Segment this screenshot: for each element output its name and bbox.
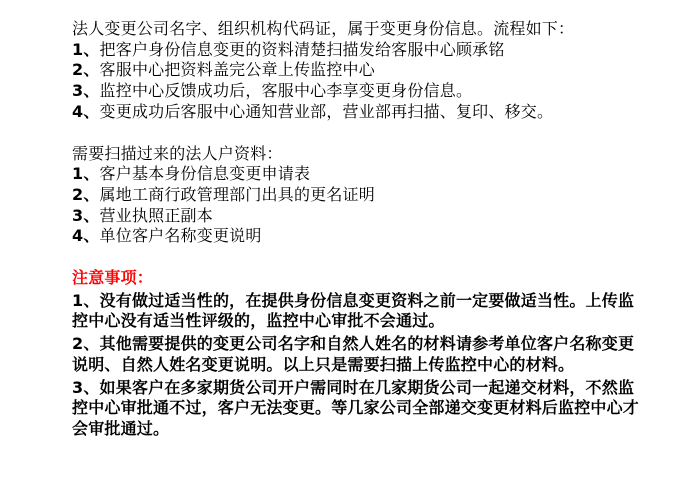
note-item bbox=[72, 378, 650, 440]
list-number: 1、 bbox=[72, 164, 100, 184]
list-number: 4、 bbox=[72, 101, 100, 121]
list-number: 2、 bbox=[72, 184, 100, 204]
materials-item-text: 单位客户名称变更说明 bbox=[99, 226, 262, 246]
process-item-text: 客服中心把资料盖完公章上传监控中心 bbox=[99, 60, 375, 80]
process-item bbox=[72, 60, 650, 81]
materials-item bbox=[72, 185, 650, 206]
materials-item-text: 属地工商行政管理部门出具的更名证明 bbox=[99, 184, 375, 204]
process-item bbox=[72, 102, 650, 123]
list-number: 2、 bbox=[72, 334, 100, 354]
materials-heading: 需要扫描过来的法人户资料： bbox=[72, 143, 283, 163]
list-number: 3、 bbox=[72, 81, 100, 101]
process-heading: 法人变更公司名字、组织机构代码证，属于变更身份信息。流程如下： bbox=[72, 19, 575, 38]
materials-section bbox=[72, 144, 650, 248]
notes-heading: 注意事项： bbox=[72, 268, 154, 288]
list-number: 1、 bbox=[72, 39, 100, 59]
process-item bbox=[72, 81, 650, 102]
process-item bbox=[72, 40, 650, 61]
process-item-text: 把客户身份信息变更的资料清楚扫描发给客服中心顾承铭 bbox=[99, 39, 505, 59]
list-number: 3、 bbox=[72, 205, 100, 225]
materials-item bbox=[72, 206, 650, 227]
note-item-text: 没有做过适当性的，在提供身份信息变更资料之前一定要做适当性。上传监控中心没有适当性评级的，监控中心审批不会通过。 bbox=[72, 290, 635, 331]
materials-item-text: 营业执照正副本 bbox=[99, 205, 213, 225]
note-item-text: 如果客户在多家期货公司开户需同时在几家期货公司一起递交材料，不然监控中心审批通不过，客户无法变更。等几家公司全部递交变更材料后监控中心才会审批通过。 bbox=[72, 377, 640, 438]
materials-item-text: 客户基本身份信息变更申请表 bbox=[99, 164, 311, 184]
note-item-text: 其他需要提供的变更公司名字和自然人姓名的材料请参考单位客户名称变更说明、自然人姓名变更说明。以上只是需要扫描上传监控中心的材料。 bbox=[72, 334, 635, 374]
list-number: 3、 bbox=[72, 377, 100, 397]
list-number: 2、 bbox=[72, 60, 100, 80]
note-item bbox=[72, 291, 650, 332]
materials-item bbox=[72, 164, 650, 185]
list-number: 1、 bbox=[72, 290, 100, 310]
process-item-text: 监控中心反馈成功后，客服中心李享变更身份信息。 bbox=[99, 81, 473, 101]
process-item-text: 变更成功后客服中心通知营业部，营业部再扫描、复印、移交。 bbox=[99, 101, 554, 121]
list-number: 4、 bbox=[72, 226, 100, 246]
materials-item bbox=[72, 226, 650, 247]
note-item bbox=[72, 334, 650, 375]
notes-section bbox=[72, 268, 650, 440]
process-section bbox=[72, 19, 650, 123]
